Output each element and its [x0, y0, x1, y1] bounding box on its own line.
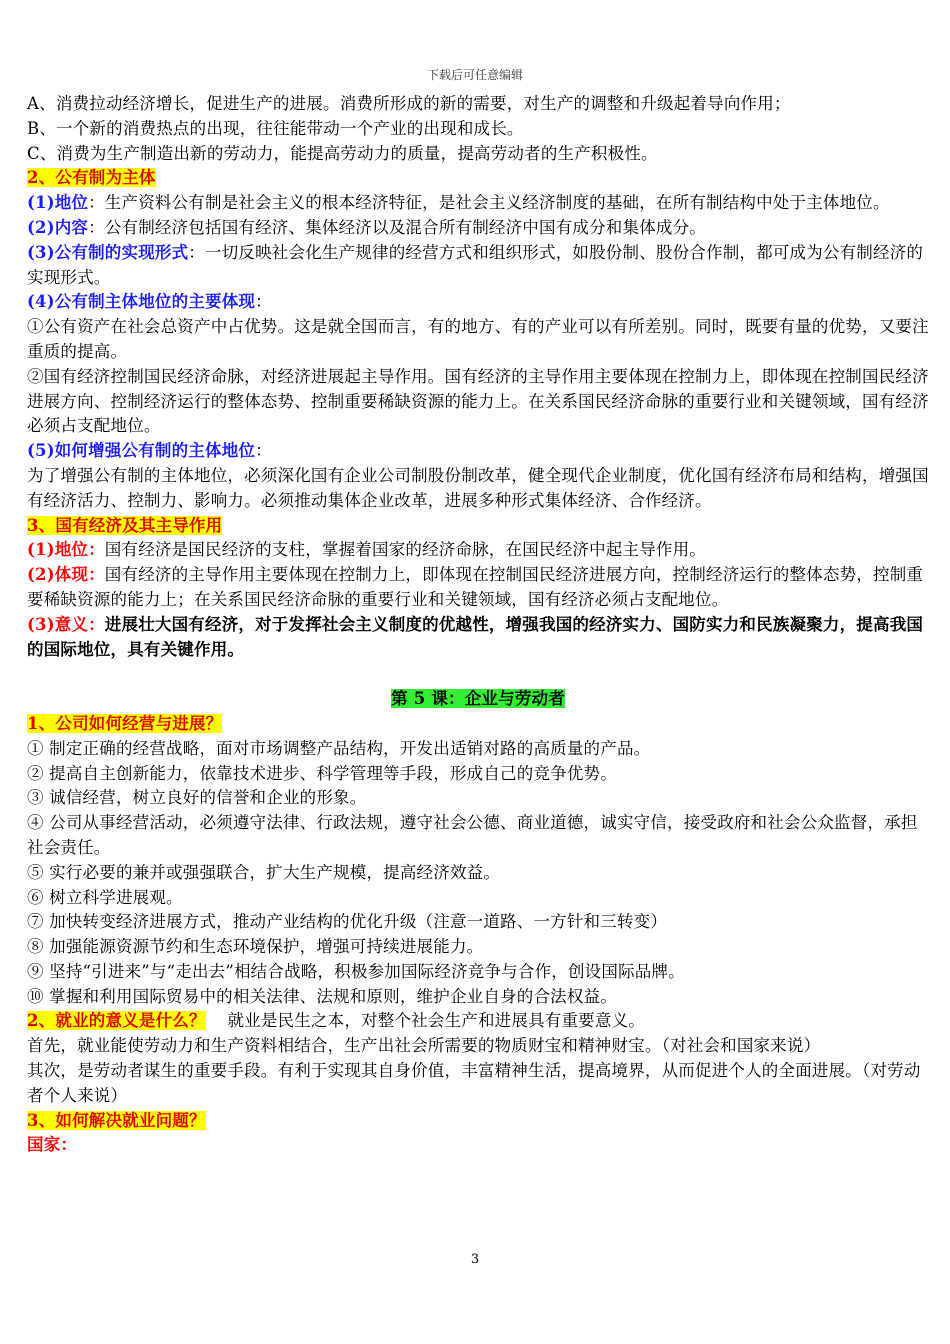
paragraph-employment-2: 其次，是劳动者谋生的重要手段。有利于实现其自身价值，丰富精神生活，提高境界，从而促进个人的全面进展。（对劳动者个人来说）: [27, 1061, 921, 1105]
question-title: 1、公司如何经营与进展？: [27, 713, 223, 733]
question-heading-employment: [27, 1009, 929, 1034]
sub-heading-state: [27, 1133, 929, 1158]
list-item: ⑥ 树立科学进展观。: [27, 887, 183, 907]
item-label: (2)体现：: [27, 565, 105, 585]
blank-line: [27, 662, 929, 687]
section-heading-public-ownership: [27, 166, 929, 191]
item-colon: ：: [255, 441, 272, 461]
paragraph-consumption-b: B、一个新的消费热点的出现，往往能带动一个产业的出现和成长。: [27, 118, 524, 138]
question-answer-intro: 就业是民生之本，对整个社会生产和进展具有重要意义。: [227, 1011, 645, 1031]
list-item: ⑦ 加快转变经济进展方式，推动产业结构的优化升级（注意一道路、一方针和三转变）: [27, 912, 668, 932]
list-item: ④ 公司从事经营活动，必须遵守法律、行政法规，遵守社会公德、商业道德，诚实守信，接受政府和社会公众监督，承担社会责任。: [27, 813, 918, 857]
document-body: [27, 92, 929, 1158]
question-title: 2、就业的意义是什么？: [27, 1011, 206, 1031]
section-title: 3、国有经济及其主导作用: [27, 515, 223, 535]
section-title: 2、公有制为主体: [27, 168, 156, 188]
item-text: ：一切反映社会化生产规律的经营方式和组织形式，如股份制、股份合作制，都可成为公有制经济的实现形式。: [27, 242, 924, 287]
page-number: 3: [470, 1252, 480, 1267]
page-header: 下载后可任意编辑: [426, 68, 523, 82]
item-realization-form: [27, 241, 929, 291]
item-text: ：公有制经济包括国有经济、集体经济以及混合所有制经济中国有成分和集体成分。: [88, 217, 707, 237]
paragraph-strengthen: 为了增强公有制的主体地位，必须深化国有企业公司制股份制改革，健全现代企业制度，优化国有经济布局和结构，增强国有经济活力、控制力、影响力。必须推动集体企业改革，进展多种形式集体经济、合作经济。: [27, 465, 929, 510]
sub-heading-label: 国家：: [27, 1135, 78, 1155]
item-label: (1)地位：: [27, 540, 105, 560]
item-text: 国有经济的主导作用主要体现在控制力上，即体现在控制国民经济进展方向，控制经济运行的整体态势，控制重要稀缺资源的能力上；在关系国民经济命脉的重要行业和关键领域，国有经济必须占支配地位。: [27, 565, 924, 609]
item-content: [27, 216, 929, 241]
item-text: 进展壮大国有经济，对于发挥社会主义制度的优越性，增强我国的经济实力、国防实力和民族凝聚力，提高我国的国际地位，具有关键作用。: [27, 614, 924, 659]
item-label: (3)意义：: [27, 614, 105, 634]
item-label: (3)公有制的实现形式: [27, 242, 189, 262]
item-text: ：生产资料公有制是社会主义的根本经济特征，是社会主义经济制度的基础，在所有制结构中处于主体地位。: [88, 193, 890, 213]
section-heading-state-economy: [27, 514, 929, 539]
item-main-manifestation: [27, 290, 929, 315]
item-strengthen: [27, 439, 929, 464]
item-label: (4)公有制主体地位的主要体现: [27, 292, 256, 312]
question-title: 3、如何解决就业问题？: [27, 1110, 206, 1130]
item-status: [27, 191, 929, 216]
list-item: ⑧ 加强能源资源节约和生态环境保护，增强可持续进展能力。: [27, 937, 484, 957]
item-state-significance: [27, 613, 929, 663]
lesson-title: 第 5 课：企业与劳动者: [391, 689, 565, 709]
paragraph-consumption-a: A、消费拉动经济增长，促进生产的进展。消费所形成的新的需要，对生产的调整和升级起着导向作用；: [27, 94, 791, 113]
item-text: 国有经济是国民经济的支柱，掌握着国家的经济命脉，在国民经济中起主导作用。: [104, 540, 706, 560]
list-item: ② 提高自主创新能力，依靠技术进步、科学管理等手段，形成自己的竞争优势。: [27, 763, 617, 783]
paragraph-manifestation-1: ①公有资产在社会总资产中占优势。这是就全国而言，有的地方、有的产业可以有所差别。同时，既要有量的优势，又要注重质的提高。: [27, 317, 929, 361]
question-heading-solve-employment: [27, 1109, 929, 1134]
question-heading-company: [27, 712, 929, 737]
list-item: ⑨ 坚持“引进来”与“走出去”相结合战略，积极参加国际经济竞争与合作，创设国际品牌。: [27, 961, 685, 981]
lesson-title-line: [27, 687, 929, 712]
item-colon: ：: [255, 292, 272, 312]
paragraph-manifestation-2: ②国有经济控制国民经济命脉，对经济进展起主导作用。国有经济的主导作用主要体现在控制力上，即体现在控制国民经济进展方向、控制经济运行的整体态势、控制重要稀缺资源的能力上。在关系国民经济命脉的重要行业和关键领域，国有经济必须占支配地位。: [27, 366, 929, 436]
item-label: (5)如何增强公有制的主体地位: [27, 441, 256, 461]
list-item: ⑩ 掌握和利用国际贸易中的相关法律、法规和原则，维护企业自身的合法权益。: [27, 986, 617, 1006]
item-label: (1)地位: [27, 193, 89, 213]
item-state-embodiment: [27, 563, 929, 613]
list-item: ③ 诚信经营，树立良好的信誉和企业的形象。: [27, 788, 367, 808]
paragraph-employment-1: 首先，就业能使劳动力和生产资料相结合，生产出社会所需要的物质财宝和精神财宝。（对社会和国家来说）: [27, 1036, 821, 1056]
item-state-status: [27, 538, 929, 563]
list-item: ⑤ 实行必要的兼并或强强联合，扩大生产规模，提高经济效益。: [27, 862, 501, 882]
list-item: ① 制定正确的经营战略，面对市场调整产品结构，开发出适销对路的高质量的产品。: [27, 738, 651, 758]
paragraph-consumption-c: C、消费为生产制造出新的劳动力，能提高劳动力的质量，提高劳动者的生产积极性。: [27, 143, 658, 163]
item-label: (2)内容: [27, 217, 89, 237]
